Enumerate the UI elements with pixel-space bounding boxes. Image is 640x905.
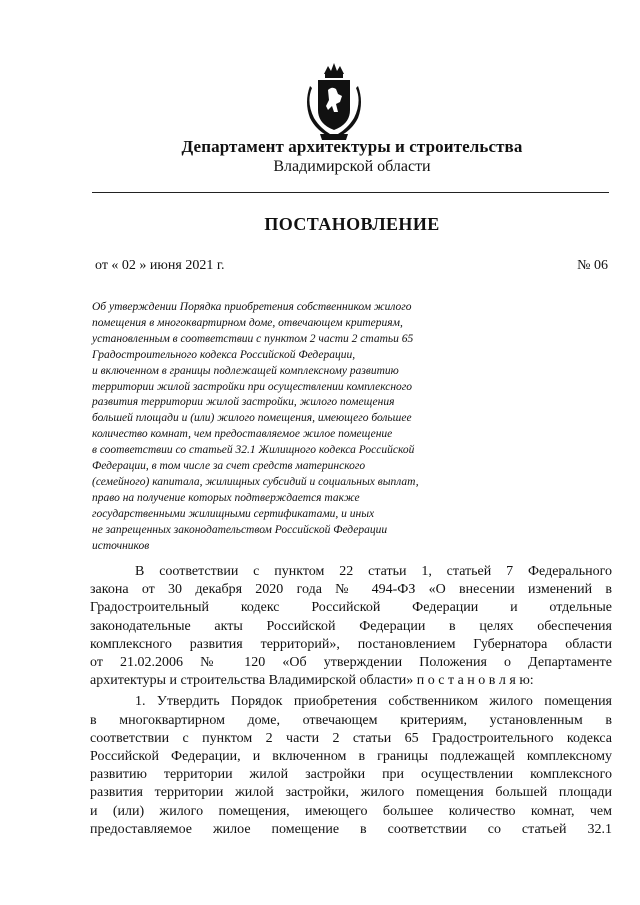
subject-line: государственными жилищными сертификатами, и иных xyxy=(92,507,375,520)
department-name: Департамент архитектуры и строительства xyxy=(181,137,523,156)
body-line: развития территории жилой застройки, жилого помещения большей площади xyxy=(90,785,612,801)
body-line: в многоквартирном доме, отвечающем критериям, установленным в xyxy=(90,712,612,728)
coat-of-arms-icon xyxy=(302,60,366,142)
subject-line: развития территории жилой застройки, жилого помещения xyxy=(92,396,395,409)
subject-line: установленным в соответствии с пунктом 2 части 2 статьи 65 xyxy=(92,332,414,345)
document-title: ПОСТАНОВЛЕНИЕ xyxy=(264,214,440,234)
body-line: закона от 30 декабря 2020 года № 494-ФЗ «О внесении изменений в xyxy=(90,582,612,598)
body-paragraph xyxy=(90,563,612,690)
subject-line: источников xyxy=(92,539,150,552)
body-paragraph xyxy=(90,693,612,839)
body-line: комплексного развития территорий», постановлением Губернатора области xyxy=(90,636,612,652)
body-line: и (или) жилого помещения, имеющего большее количество комнат, чем xyxy=(90,803,612,819)
document-subject xyxy=(92,300,472,555)
subject-line: право на получение которых подтверждается также xyxy=(92,491,360,504)
body-line: соответствии с пунктом 2 части 2 статьи 65 Градостроительного кодекса xyxy=(90,730,612,746)
subject-line: Об утверждении Порядка приобретения собственником жилого xyxy=(92,301,412,313)
document-body xyxy=(90,563,612,842)
subject-line: количество комнат, чем предоставляемое жилое помещение xyxy=(92,428,393,441)
body-line: предоставляемое жилое помещение в соответствии со статьей 32.1 xyxy=(90,821,612,837)
subject-line: в соответствии со статьей 32.1 Жилищного кодекса Российской xyxy=(92,444,415,457)
subject-line: Градостроительного кодекса Российской Федерации, xyxy=(92,348,356,361)
body-line: законодательные акты Российской Федерации в целях обеспечения xyxy=(90,618,612,634)
subject-line: помещения в многоквартирном доме, отвечающем критериям, xyxy=(92,316,403,329)
subject-line: большей площади и (или) жилого помещения, имеющего большее xyxy=(92,412,412,425)
body-line: 1. Утвердить Порядок приобретения собственником жилого помещения xyxy=(135,694,612,710)
document-date: от « 02 » июня 2021 г. xyxy=(95,258,225,273)
subject-line: Федерации, в том числе за счет средств материнского xyxy=(92,460,366,473)
body-line: архитектуры и строительства Владимирской области» п о с т а н о в л я ю: xyxy=(90,673,534,689)
body-line: В соответствии с пунктом 22 статьи 1, статьей 7 Федерального xyxy=(135,564,612,579)
header-divider xyxy=(92,192,609,193)
body-line: Градостроительный кодекс Российской Федерации и отдельные xyxy=(90,600,612,616)
subject-line: не запрещенных законодательством Российской Федерации xyxy=(92,523,388,536)
department-region: Владимирской области xyxy=(273,158,431,175)
body-line: Российской Федерации, и включенном в границы подлежащей комплексному xyxy=(90,749,612,765)
body-line: развитию территории жилой застройки при осуществлении комплексного xyxy=(90,767,612,783)
subject-line: территории жилой застройки при осуществлении комплексного xyxy=(92,380,413,393)
body-line: от 21.02.2006 № 120 «Об утверждении Положения о Департаменте xyxy=(90,655,612,671)
document-number: № 06 xyxy=(577,258,608,273)
subject-line: и включенном в границы подлежащей комплексному развитию xyxy=(92,364,399,377)
subject-line: (семейного) капитала, жилищных субсидий и социальных выплат, xyxy=(92,475,419,488)
